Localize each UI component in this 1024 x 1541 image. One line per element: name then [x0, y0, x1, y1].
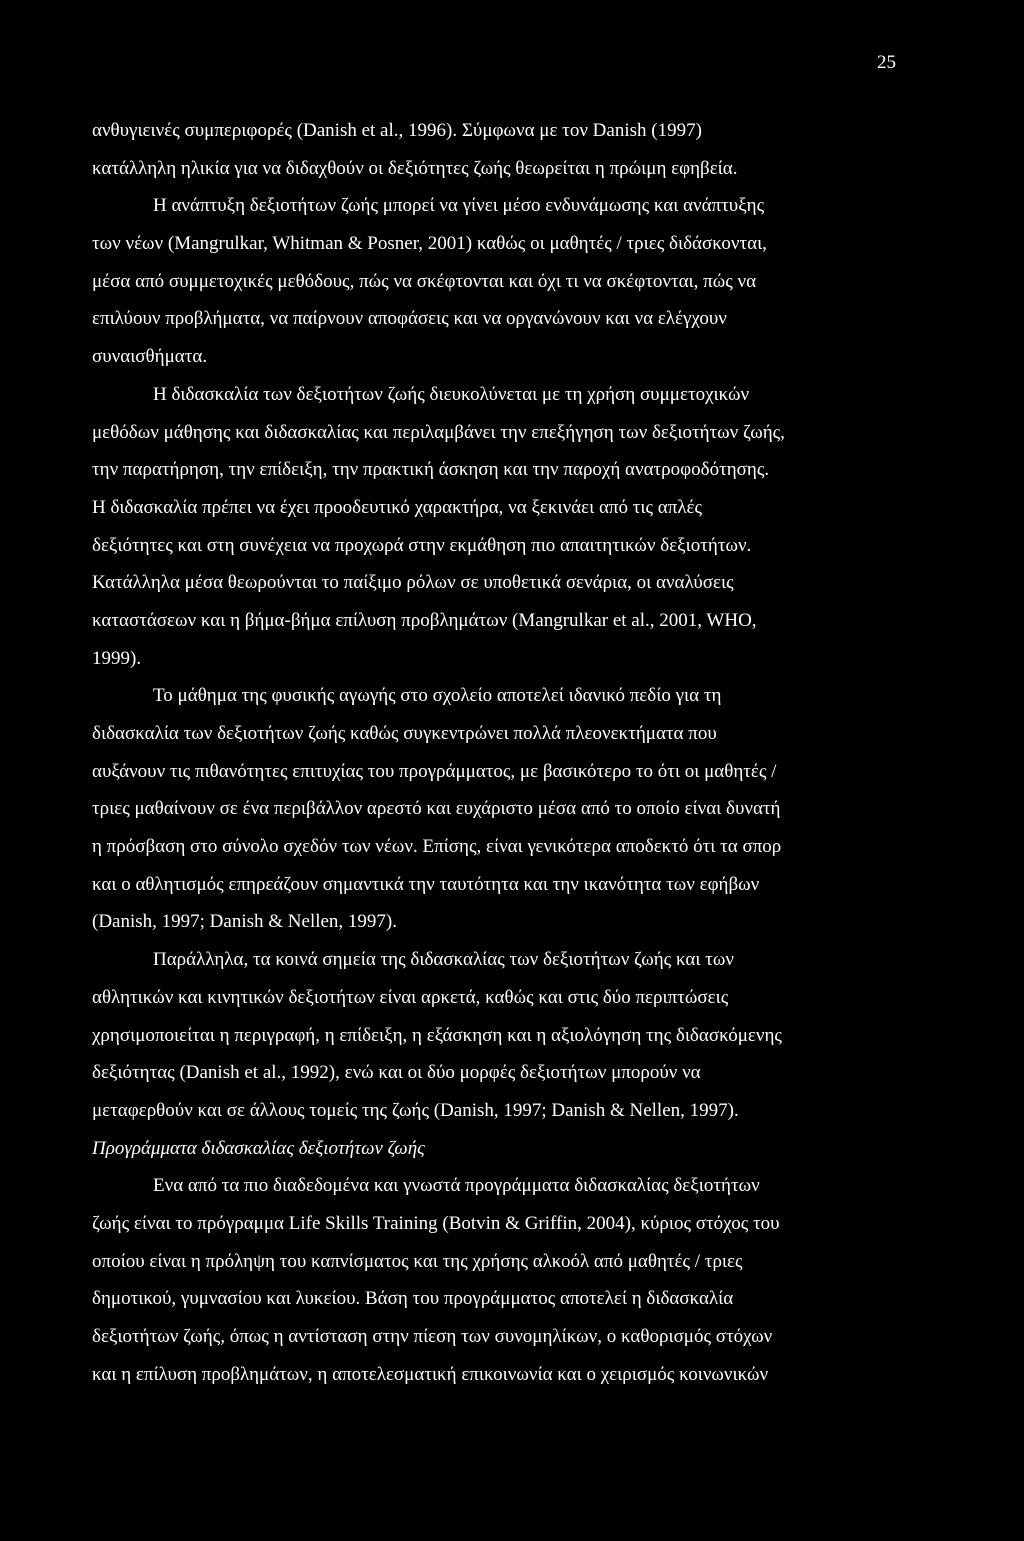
page-number: 25: [877, 52, 896, 73]
text-line: των νέων (Mangrulkar, Whitman & Posner, 2001) καθώς οι μαθητές / τριες διδάσκονται,: [92, 233, 767, 255]
text-line: Η διδασκαλία πρέπει να έχει προοδευτικό χαρακτήρα, να ξεκινάει από τις απλές: [92, 496, 703, 518]
text-line: ζωής είναι το πρόγραμμα Life Skills Training (Botvin & Griffin, 2004), κύριος στόχος του: [92, 1212, 780, 1234]
text-line: μεταφερθούν και σε άλλους τομείς της ζωής (Danish, 1997; Danish & Nellen, 1997).: [92, 1099, 739, 1121]
text-line: συναισθήματα.: [92, 346, 208, 368]
text-line: δεξιότητας (Danish et al., 1992), ενώ και οι δύο μορφές δεξιοτήτων μπορούν να: [92, 1062, 701, 1084]
text-line: 1999).: [92, 647, 142, 669]
text-line: οποίου είναι η πρόληψη του καπνίσματος και της χρήσης αλκοόλ από μαθητές / τριες: [92, 1250, 743, 1272]
text-line: κατάλληλη ηλικία για να διδαχθούν οι δεξιότητες ζωής θεωρείται η πρώιμη εφηβεία.: [92, 157, 738, 179]
text-line: Η διδασκαλία των δεξιοτήτων ζωής διευκολύνεται με τη χρήση συμμετοχικών: [153, 383, 750, 405]
text-line: διδασκαλία των δεξιοτήτων ζωής καθώς συγκεντρώνει πολλά πλεονεκτήματα που: [92, 723, 717, 744]
text-line: Παράλληλα, τα κοινά σημεία της διδασκαλίας των δεξιοτήτων ζωής και των: [153, 949, 734, 971]
text-line: και η επίλυση προβλημάτων, η αποτελεσματική επικοινωνία και ο χειρισμός κοινωνικών: [92, 1363, 769, 1385]
text-line: μεθόδων μάθησης και διδασκαλίας και περιλαμβάνει την επεξήγηση των δεξιοτήτων ζωής,: [92, 421, 785, 443]
text-line: Το μάθημα της φυσικής αγωγής στο σχολείο αποτελεί ιδανικό πεδίο για τη: [153, 685, 722, 707]
text-line: μέσα από συμμετοχικές μεθόδους, πώς να σκέφτονται και όχι τι να σκέφτονται, πώς να: [92, 270, 757, 292]
text-line: αυξάνουν τις πιθανότητες επιτυχίας του προγράμματος, με βασικότερο το ότι οι μαθητές /: [92, 760, 777, 782]
text-line: Ενα από τα πιο διαδεδομένα και γνωστά προγράμματα διδασκαλίας δεξιοτήτων: [153, 1175, 760, 1197]
text-line: ανθυγιεινές συμπεριφορές (Danish et al., 1996). Σύμφωνα με τον Danish (1997): [92, 120, 702, 141]
text-line: δεξιότητες και στη συνέχεια να προχωρά στην εκμάθηση πιο απαιτητικών δεξιοτήτων.: [92, 534, 752, 556]
text-line: επιλύουν προβλήματα, να παίρνουν αποφάσεις και να οργανώνουν και να ελέγχουν: [92, 308, 727, 330]
document-body: [92, 112, 902, 1393]
text-line: και ο αθλητισμός επηρεάζουν σημαντικά την ταυτότητα και την ικανότητα των εφήβων: [92, 873, 760, 895]
text-line: Η ανάπτυξη δεξιοτήτων ζωής μπορεί να γίνει μέσο ενδυνάμωσης και ανάπτυξης: [153, 195, 765, 217]
text-line: Κατάλληλα μέσα θεωρούνται το παίξιμο ρόλων σε υποθετικά σενάρια, οι αναλύσεις: [92, 572, 734, 594]
text-line: (Danish, 1997; Danish & Nellen, 1997).: [92, 911, 398, 933]
text-line: η πρόσβαση στο σύνολο σχεδόν των νέων. Επίσης, είναι γενικότερα αποδεκτό ότι τα σπορ: [92, 836, 782, 858]
text-line: δημοτικού, γυμνασίου και λυκείου. Βάση του προγράμματος αποτελεί η διδασκαλία: [92, 1288, 734, 1310]
text-line: την παρατήρηση, την επίδειξη, την πρακτική άσκηση και την παροχή ανατροφοδότησης.: [92, 459, 770, 481]
text-line: χρησιμοποιείται η περιγραφή, η επίδειξη, η εξάσκηση και η αξιολόγηση της διδασκόμενης: [92, 1024, 782, 1046]
text-line: καταστάσεων και η βήμα-βήμα επίλυση προβλημάτων (Mangrulkar et al., 2001, WHO,: [92, 609, 757, 631]
text-line: δεξιοτήτων ζωής, όπως η αντίσταση στην πίεση των συνομηλίκων, ο καθορισμός στόχων: [92, 1326, 773, 1347]
text-line: αθλητικών και κινητικών δεξιοτήτων είναι αρκετά, καθώς και στις δύο περιπτώσεις: [92, 986, 729, 1008]
text-line: τριες μαθαίνουν σε ένα περιβάλλον αρεστό και ευχάριστο μέσα από το οποίο είναι δυνατή: [92, 798, 781, 820]
section-heading: Προγράμματα διδασκαλίας δεξιοτήτων ζωής: [92, 1137, 425, 1159]
